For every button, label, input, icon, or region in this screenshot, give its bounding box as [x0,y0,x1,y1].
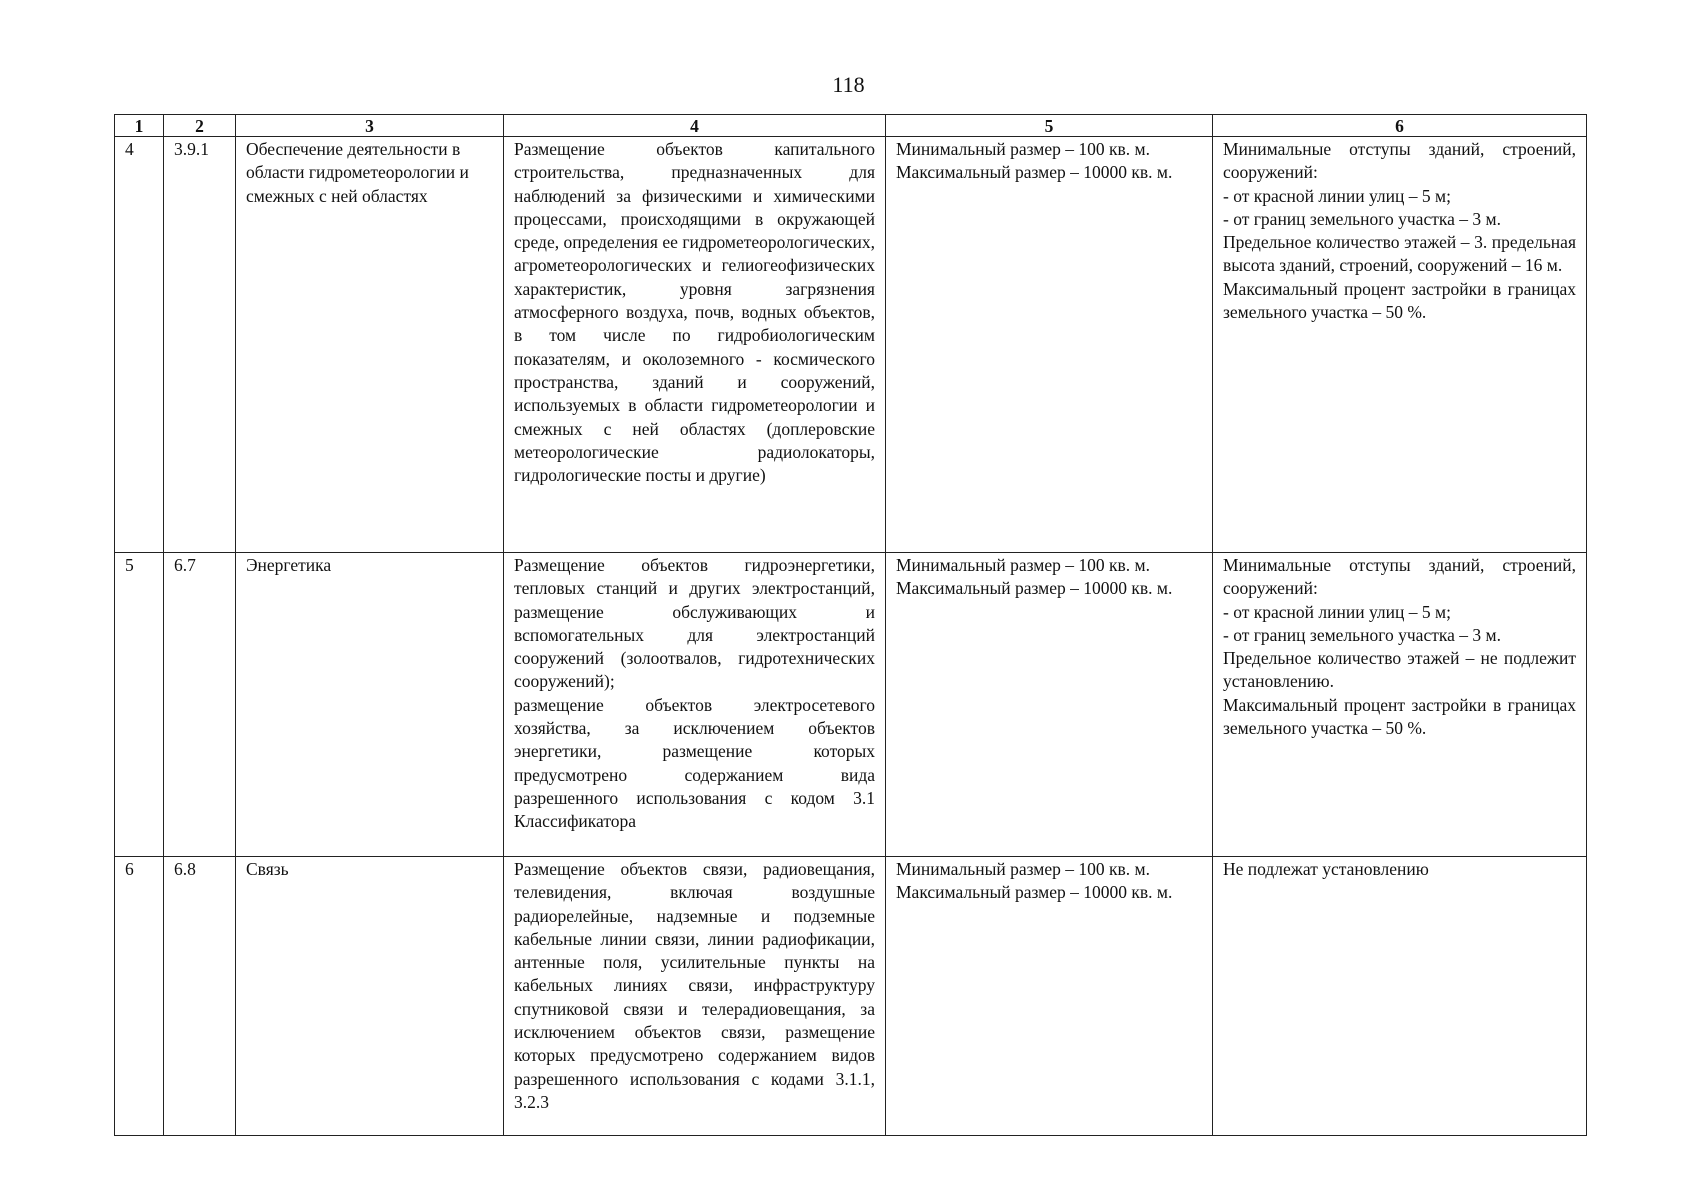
column-header-3: 3 [236,115,504,137]
column-header-6: 6 [1213,115,1587,137]
limit-text: Предельное количество этажей – не подлежит установлению. [1223,648,1576,692]
limit-text: Максимальный процент застройки в границах земельного участка – 50 %. [1223,278,1576,323]
plot-size-cell [886,553,1213,857]
limit-text: Максимальный процент застройки в границах земельного участка – 50 %. [1223,694,1576,739]
max-size-text: Максимальный размер – 10000 кв. м. [896,882,1173,903]
limit-text: Минимальные отступы зданий, строений, сооружений: [1223,139,1576,183]
use-description-cell [504,857,886,1136]
plot-size-cell [886,137,1213,553]
use-code-cell: 3.9.1 [164,137,236,553]
column-header-2: 2 [164,115,236,137]
limit-text: - от красной линии улиц – 5 м; [1223,185,1451,206]
use-name-cell: Связь [236,857,504,1136]
row-number-cell: 5 [115,553,164,857]
description-text: размещение объектов электросетевого хозяйства, за исключением объектов энергетики, размещение которых предусмотрено содержанием вида разрешенного использования с кодом 3.1 Классификатора [514,694,875,832]
table-row [115,553,1587,857]
description-text: Размещение объектов капитального строительства, предназначенных для наблюдений за физическими и химическими процессами, происходящими в окружающей среде, определения ее гидрометеорологических, агрометеорологических и гелиогеофизических характеристик, уровня загрязнения атмосферного воздуха, почв, водных объектов, в том числе по гидробиологическим показателям, и околоземного - космического пространства, зданий и сооружений, используемых в области гидрометеорологии и смежных с ней областях (доплеровские метеорологические радиолокаторы, гидрологические посты и другие) [514,139,875,486]
min-size-text: Минимальный размер – 100 кв. м. [896,139,1150,159]
min-size-text: Минимальный размер – 100 кв. м. [896,555,1150,575]
row-number-cell: 4 [115,137,164,553]
use-code-cell: 6.8 [164,857,236,1136]
page-number: 118 [832,72,865,97]
plot-size-cell [886,857,1213,1136]
column-header-5: 5 [886,115,1213,137]
use-description-cell [504,553,886,857]
table-row [115,137,1587,553]
limit-text: Предельное количество этажей – 3. предельная высота зданий, строений, сооружений – 16 м. [1223,232,1576,276]
building-limits-cell [1213,857,1587,1136]
use-name-cell: Энергетика [236,553,504,857]
limit-text: - от границ земельного участка – 3 м. [1223,624,1501,645]
limit-text: - от красной линии улиц – 5 м; [1223,601,1451,622]
max-size-text: Максимальный размер – 10000 кв. м. [896,162,1173,183]
building-limits-cell [1213,553,1587,857]
column-header-4: 4 [504,115,886,137]
limit-text: Минимальные отступы зданий, строений, сооружений: [1223,555,1576,599]
description-text: Размещение объектов связи, радиовещания, телевидения, включая воздушные радиорелейные, надземные и подземные кабельные линии связи, линии радиофикации, антенные поля, усилительные пункты на кабельных линиях связи, инфраструктуру спутниковой связи и телерадиовещания, за исключением объектов связи, размещение которых предусмотрено содержанием видов разрешенного использования с кодами 3.1.1, 3.2.3 [514,859,875,1112]
regulations-table [114,114,1587,1136]
table-header-row [115,115,1587,137]
row-number-cell: 6 [115,857,164,1136]
use-code-cell: 6.7 [164,553,236,857]
limit-text: Не подлежат установлению [1223,859,1429,879]
min-size-text: Минимальный размер – 100 кв. м. [896,859,1150,879]
table-row [115,857,1587,1136]
limit-text: - от границ земельного участка – 3 м. [1223,208,1501,229]
description-text: Размещение объектов гидроэнергетики, тепловых станций и других электростанций, размещение обслуживающих и вспомогательных для электростанций сооружений (золоотвалов, гидротехнических сооружений); [514,555,875,692]
use-name-cell: Обеспечение деятельности в области гидрометеорологии и смежных с ней областях [236,137,504,553]
column-header-1: 1 [115,115,164,137]
use-description-cell [504,137,886,553]
building-limits-cell [1213,137,1587,553]
max-size-text: Максимальный размер – 10000 кв. м. [896,578,1173,599]
